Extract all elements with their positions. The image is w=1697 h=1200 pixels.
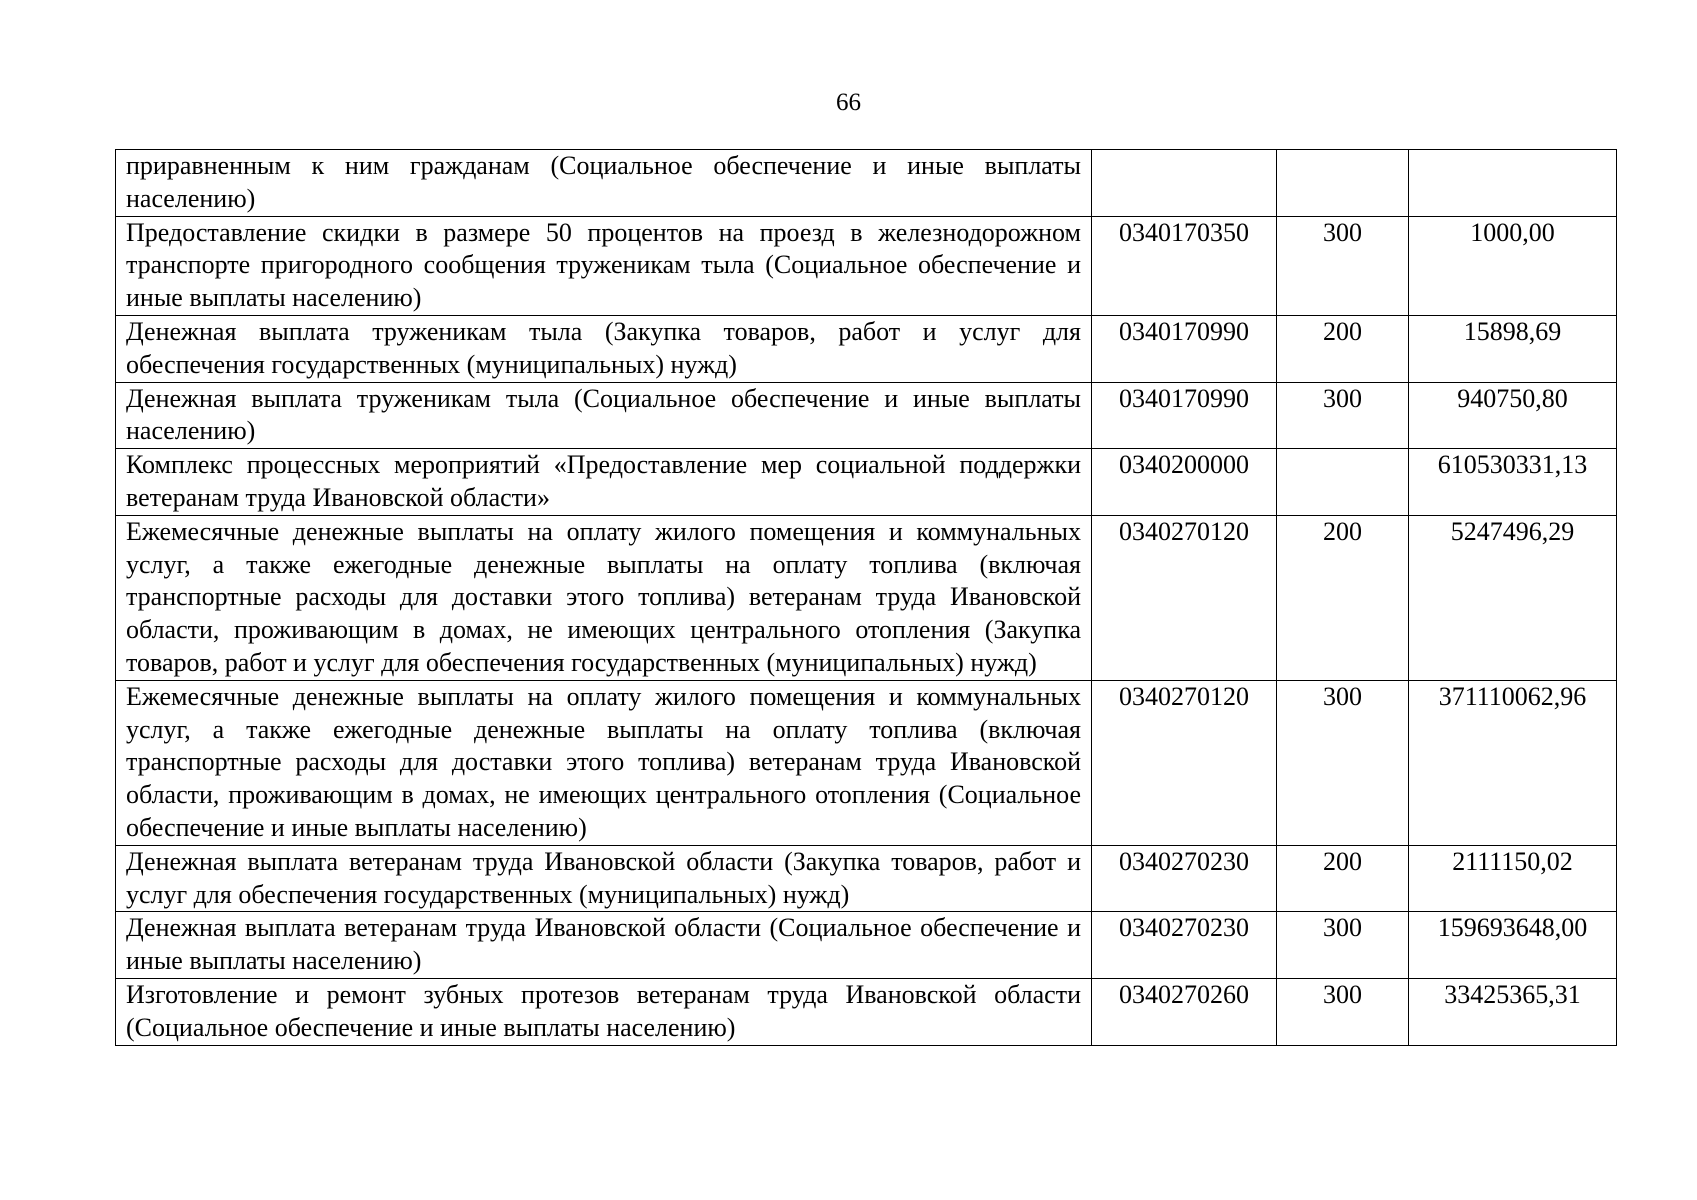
row-expense-type: 300 <box>1277 680 1409 845</box>
row-target-code: 0340270120 <box>1092 680 1277 845</box>
row-amount: 33425365,31 <box>1409 978 1617 1045</box>
row-target-code: 0340270260 <box>1092 978 1277 1045</box>
table-row <box>116 382 1617 449</box>
budget-table <box>115 149 1617 1046</box>
table-row <box>116 150 1617 217</box>
row-target-code: 0340200000 <box>1092 449 1277 516</box>
row-description: Комплекс процессных мероприятий «Предоставление мер социальной поддержки ветеранам труда Ивановской области» <box>116 449 1092 516</box>
row-expense-type: 200 <box>1277 845 1409 912</box>
row-expense-type <box>1277 449 1409 516</box>
row-description: приравненным к ним гражданам (Социальное обеспечение и иные выплаты населению) <box>116 150 1092 217</box>
row-description: Денежная выплата труженикам тыла (Социальное обеспечение и иные выплаты населению) <box>116 382 1092 449</box>
table-row <box>116 449 1617 516</box>
table-row <box>116 216 1617 315</box>
row-amount: 159693648,00 <box>1409 912 1617 979</box>
table-row <box>116 912 1617 979</box>
row-description: Ежемесячные денежные выплаты на оплату жилого помещения и коммунальных услуг, а также ежегодные денежные выплаты на оплату топлива (включая транспортные расходы для доставки этого топлива) ветеранам труда Ивановской области, проживающим в домах, не имеющих центрального отопления (Социальное обеспечение и иные выплаты населению) <box>116 680 1092 845</box>
row-description: Денежная выплата ветеранам труда Ивановской области (Закупка товаров, работ и услуг для обеспечения государственных (муниципальных) нужд) <box>116 845 1092 912</box>
page-number: 66 <box>836 89 861 116</box>
row-expense-type: 200 <box>1277 315 1409 382</box>
row-target-code: 0340270120 <box>1092 515 1277 680</box>
row-amount: 610530331,13 <box>1409 449 1617 516</box>
table-row <box>116 315 1617 382</box>
row-amount <box>1409 150 1617 217</box>
table-row <box>116 978 1617 1045</box>
row-expense-type: 300 <box>1277 382 1409 449</box>
row-expense-type <box>1277 150 1409 217</box>
row-target-code <box>1092 150 1277 217</box>
row-amount: 1000,00 <box>1409 216 1617 315</box>
row-amount: 5247496,29 <box>1409 515 1617 680</box>
row-description: Изготовление и ремонт зубных протезов ветеранам труда Ивановской области (Социальное обеспечение и иные выплаты населению) <box>116 978 1092 1045</box>
table-row <box>116 680 1617 845</box>
row-description: Денежная выплата ветеранам труда Ивановской области (Социальное обеспечение и иные выплаты населению) <box>116 912 1092 979</box>
row-amount: 940750,80 <box>1409 382 1617 449</box>
row-description: Ежемесячные денежные выплаты на оплату жилого помещения и коммунальных услуг, а также ежегодные денежные выплаты на оплату топлива (включая транспортные расходы для доставки этого топлива) ветеранам труда Ивановской области, проживающим в домах, не имеющих центрального отопления (Закупка товаров, работ и услуг для обеспечения государственных (муниципальных) нужд) <box>116 515 1092 680</box>
row-expense-type: 300 <box>1277 978 1409 1045</box>
row-expense-type: 300 <box>1277 216 1409 315</box>
row-expense-type: 300 <box>1277 912 1409 979</box>
row-expense-type: 200 <box>1277 515 1409 680</box>
row-target-code: 0340270230 <box>1092 912 1277 979</box>
row-description: Предоставление скидки в размере 50 процентов на проезд в железнодорожном транспорте пригородного сообщения труженикам тыла (Социальное обеспечение и иные выплаты населению) <box>116 216 1092 315</box>
row-amount: 2111150,02 <box>1409 845 1617 912</box>
table-row <box>116 845 1617 912</box>
row-target-code: 0340170990 <box>1092 315 1277 382</box>
row-target-code: 0340170350 <box>1092 216 1277 315</box>
row-description: Денежная выплата труженикам тыла (Закупка товаров, работ и услуг для обеспечения государственных (муниципальных) нужд) <box>116 315 1092 382</box>
row-amount: 371110062,96 <box>1409 680 1617 845</box>
row-target-code: 0340170990 <box>1092 382 1277 449</box>
table-row <box>116 515 1617 680</box>
row-target-code: 0340270230 <box>1092 845 1277 912</box>
row-amount: 15898,69 <box>1409 315 1617 382</box>
